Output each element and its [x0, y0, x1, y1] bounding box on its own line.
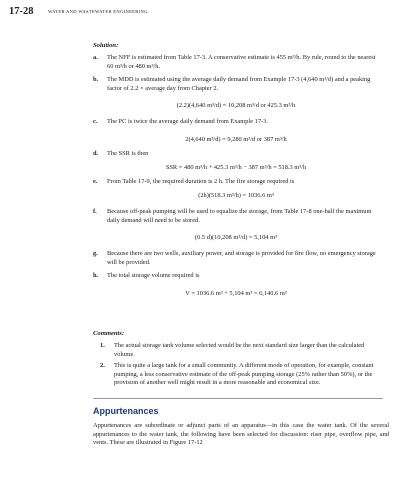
item-text: The SSR is then — [107, 150, 149, 157]
item-letter: g. — [93, 250, 98, 257]
comment-1 — [100, 342, 382, 359]
comment-number: 1. — [100, 342, 105, 349]
item-text: Because there are two wells, auxiliary power, and storage is provided for fire flow, no emergency storage will be provided. — [107, 250, 376, 266]
solution-item-a — [93, 54, 379, 71]
page-number: 17-28 — [9, 6, 34, 17]
comment-2 — [100, 362, 382, 388]
comment-number: 2. — [100, 362, 105, 369]
section-title: Appurtenances — [93, 406, 159, 416]
comment-text: The actual storage tank volume selected would be the next standard size larger than the calculated volume. — [114, 342, 365, 358]
equation-mdd: (2.2)(4,640 m³/d) = 10,208 m³/d or 425.3 m³/h — [176, 102, 296, 109]
item-letter: b. — [93, 76, 99, 83]
equation-ssr: SSR = 480 m³/h + 425.3 m³/h − 387 m³/h = 518.3 m³/h — [165, 164, 307, 171]
item-text: The PC is twice the average daily demand from Example 17-3. — [107, 118, 268, 125]
item-letter: c. — [93, 118, 98, 125]
item-letter: e. — [93, 178, 98, 185]
equation-total-volume: V = 1036.6 m³ + 5,104 m³ = 6,140.6 m³ — [185, 290, 287, 297]
item-text: Because off-peak pumping will be used to equalize the storage, from Table 17-8 one-half the maximum daily demand will need to be stored. — [107, 208, 372, 224]
comment-text: This is quite a large tank for a small community. A different mode of operation, for example, constant pumping, a less conservative estimate of the off-peak pumping storage (25% rather than 50%), or the provision of another well might result in a more reasonable and economical size. — [114, 362, 374, 387]
item-letter: d. — [93, 150, 99, 157]
solution-item-d — [93, 150, 379, 159]
item-text: The NFF is estimated from Table 17-3. A conservative estimate is 455 m³/h. By rule, round to the nearest 60 m³/h or 480 m³/h. — [107, 54, 376, 70]
equation-fire-storage: (2h)(518.3 m³/h) = 1036.6 m³ — [198, 192, 274, 199]
item-letter: a. — [93, 54, 98, 61]
item-letter: f. — [93, 208, 97, 215]
equation-equalization: (0.5 d)(10,208 m³/d) = 5,104 m³ — [195, 234, 277, 241]
item-text: From Table 17-9, the required duration is 2 h. The fire storage required is — [107, 178, 295, 185]
item-text: The MDD is estimated using the average daily demand from Example 17-3 (4,640 m³/d) and a peaking factor of 2.2 × average day from Chapter 2. — [107, 76, 371, 92]
running-head: WATER AND WASTEWATER ENGINEERING — [48, 9, 148, 14]
section-paragraph: Appurtenances are subordinate or adjunct parts of an apparatus—in this case the water tank. Of the several appurtenances to the water tank, the following have been selected for discussion: riser pipe, overflow pipe, and vents. These are illustrated in Figure 17-12 — [93, 422, 389, 447]
solution-item-e — [93, 178, 379, 187]
equation-pc: 2(4,640 m³/d) = 9,280 m³/d or 387 m³/h — [185, 136, 287, 143]
page-header — [9, 6, 404, 18]
comments-label: Comments: — [93, 330, 125, 337]
solution-label: Solution: — [93, 42, 119, 49]
section-divider — [93, 398, 383, 399]
solution-item-g — [93, 250, 379, 267]
item-text: The total storage volume required is — [107, 272, 200, 279]
item-letter: h. — [93, 272, 99, 279]
solution-item-f — [93, 208, 379, 225]
solution-item-h — [93, 272, 379, 281]
solution-item-c — [93, 118, 379, 127]
solution-item-b — [93, 76, 379, 93]
